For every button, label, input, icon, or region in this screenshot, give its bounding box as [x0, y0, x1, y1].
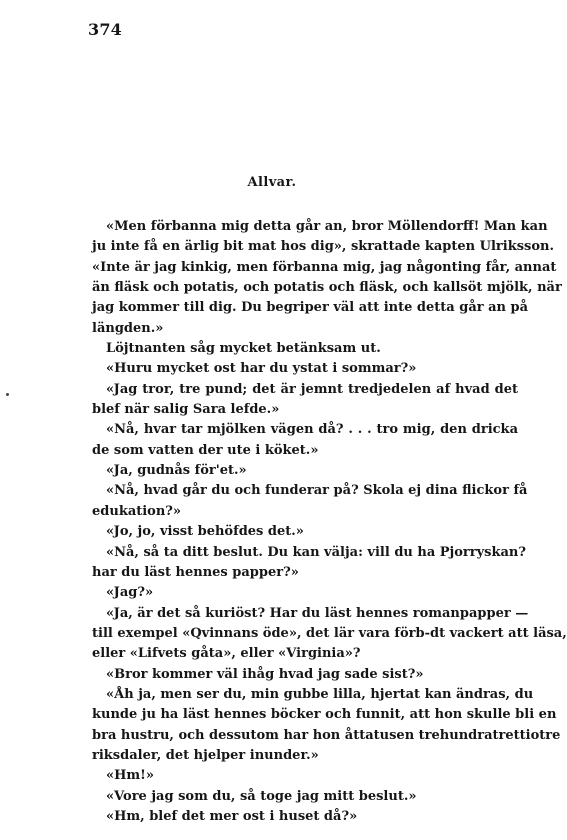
text-line: edukation?» [92, 503, 182, 519]
text-line: kunde ju ha läst hennes böcker och funnit, att hon skulle bli en [92, 707, 557, 723]
text-line: längden.» [92, 320, 164, 336]
text-line: «Ja, är det så kuriöst? Har du läst hennes romanpapper — [106, 605, 529, 621]
text-line: «Hm!» [106, 768, 154, 784]
margin-mark [6, 393, 9, 396]
text-line: bra hustru, och dessutom har hon åttatusen trehundratrettiotre [92, 727, 561, 743]
text-line: «Bror kommer väl ihåg hvad jag sade sist?» [106, 666, 424, 682]
text-line: «Åh ja, men ser du, min gubbe lilla, hjertat kan ändras, du [106, 686, 534, 702]
text-line: blef när salig Sara lefde.» [92, 402, 280, 418]
text-line: eller «Lifvets gåta», eller «Virginia»? [92, 646, 361, 662]
text-line: «Inte är jag kinkig, men förbanna mig, jag någonting får, annat [92, 259, 557, 275]
text-line: jag kommer till dig. Du begriper väl att inte detta går an på [92, 300, 529, 316]
text-line: «Nå, så ta ditt beslut. Du kan välja: vill du ha Pjorryskan? [106, 544, 527, 560]
text-line: «Men förbanna mig detta går an, bror Möllendorff! Man kan [106, 219, 548, 234]
text-line: «Jo, jo, visst behöfdes det.» [106, 524, 304, 540]
page-number: 374 [88, 20, 122, 39]
text-line: «Huru mycket ost har du ystat i sommar?» [106, 361, 417, 377]
text-line: de som vatten der ute i köket.» [92, 442, 319, 458]
text-line: «Nå, hvar tar mjölken vägen då? . . . tro mig, den dricka [106, 422, 518, 438]
text-line: till exempel «Qvinnans öde», det lär vara förb-dt vackert att läsa, [92, 625, 567, 641]
body-text [92, 217, 567, 827]
text-line: har du läst hennes papper?» [92, 564, 299, 580]
text-line: riksdaler, det hjelper inunder.» [92, 747, 319, 763]
text-line: «Ja, gudnås för'et.» [106, 463, 247, 479]
text-line: «Jag?» [106, 585, 154, 601]
text-line: «Jag tror, tre pund; det är jemnt tredjedelen af hvad det [106, 381, 518, 397]
text-line: «Vore jag som du, så toge jag mitt beslut.» [106, 788, 417, 804]
text-line: «Hm, blef det mer ost i huset då?» [106, 808, 358, 824]
text-line: «Nå, hvad går du och funderar på? Skola ej dina flickor få [106, 483, 528, 499]
text-line: ju inte få en ärlig bit mat hos dig», skrattade kapten Ulriksson. [92, 239, 555, 255]
text-line: än fläsk och potatis, och potatis och fläsk, och kallsöt mjölk, när [92, 280, 562, 296]
text-line: Löjtnanten såg mycket betänksam ut. [106, 341, 381, 357]
chapter-title: Allvar. [247, 175, 297, 190]
